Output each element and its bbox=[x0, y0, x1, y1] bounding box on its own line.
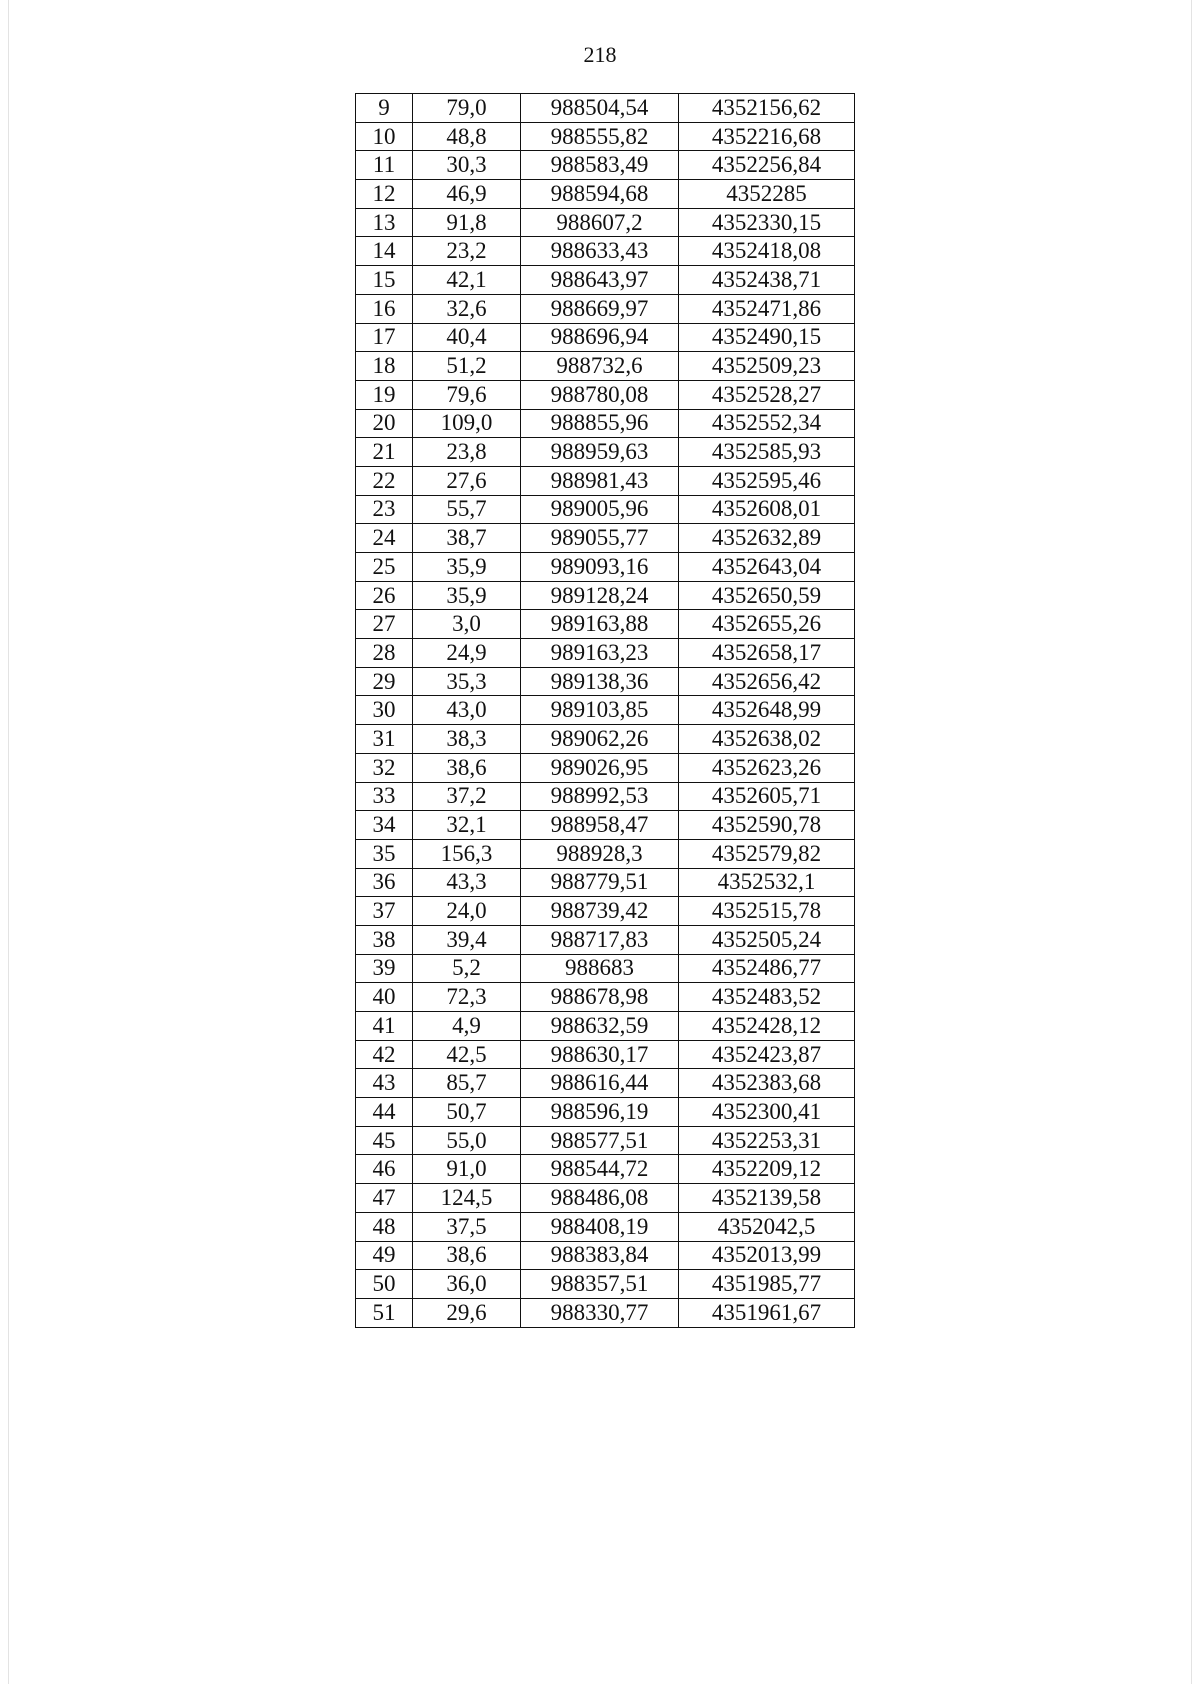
point-number-cell: 34 bbox=[356, 811, 413, 840]
table-row bbox=[356, 553, 855, 582]
point-number-cell: 20 bbox=[356, 409, 413, 438]
x-coordinate-cell: 988992,53 bbox=[521, 782, 679, 811]
table-row bbox=[356, 983, 855, 1012]
table-row bbox=[356, 581, 855, 610]
segment-length-cell: 4,9 bbox=[413, 1012, 521, 1041]
point-number-cell: 17 bbox=[356, 323, 413, 352]
segment-length-cell: 50,7 bbox=[413, 1098, 521, 1127]
table-row bbox=[356, 495, 855, 524]
table-row bbox=[356, 1012, 855, 1041]
y-coordinate-cell: 4352655,26 bbox=[679, 610, 855, 639]
y-coordinate-cell: 4352423,87 bbox=[679, 1040, 855, 1069]
y-coordinate-cell: 4352330,15 bbox=[679, 208, 855, 237]
x-coordinate-cell: 988958,47 bbox=[521, 811, 679, 840]
table-row bbox=[356, 94, 855, 123]
point-number-cell: 49 bbox=[356, 1241, 413, 1270]
segment-length-cell: 42,5 bbox=[413, 1040, 521, 1069]
y-coordinate-cell: 4352013,99 bbox=[679, 1241, 855, 1270]
segment-length-cell: 55,0 bbox=[413, 1126, 521, 1155]
segment-length-cell: 24,0 bbox=[413, 897, 521, 926]
segment-length-cell: 39,4 bbox=[413, 925, 521, 954]
point-number-cell: 18 bbox=[356, 352, 413, 381]
point-number-cell: 14 bbox=[356, 237, 413, 266]
x-coordinate-cell: 989062,26 bbox=[521, 725, 679, 754]
segment-length-cell: 32,1 bbox=[413, 811, 521, 840]
segment-length-cell: 37,2 bbox=[413, 782, 521, 811]
x-coordinate-cell: 988616,44 bbox=[521, 1069, 679, 1098]
x-coordinate-cell: 988408,19 bbox=[521, 1212, 679, 1241]
x-coordinate-cell: 988330,77 bbox=[521, 1298, 679, 1327]
table-row bbox=[356, 667, 855, 696]
y-coordinate-cell: 4352471,86 bbox=[679, 294, 855, 323]
segment-length-cell: 124,5 bbox=[413, 1184, 521, 1213]
segment-length-cell: 156,3 bbox=[413, 839, 521, 868]
x-coordinate-cell: 989163,88 bbox=[521, 610, 679, 639]
point-number-cell: 22 bbox=[356, 466, 413, 495]
table-row bbox=[356, 696, 855, 725]
point-number-cell: 31 bbox=[356, 725, 413, 754]
point-number-cell: 25 bbox=[356, 553, 413, 582]
point-number-cell: 27 bbox=[356, 610, 413, 639]
x-coordinate-cell: 988981,43 bbox=[521, 466, 679, 495]
y-coordinate-cell: 4352486,77 bbox=[679, 954, 855, 983]
point-number-cell: 35 bbox=[356, 839, 413, 868]
segment-length-cell: 38,6 bbox=[413, 753, 521, 782]
x-coordinate-cell: 988630,17 bbox=[521, 1040, 679, 1069]
point-number-cell: 23 bbox=[356, 495, 413, 524]
point-number-cell: 28 bbox=[356, 639, 413, 668]
point-number-cell: 48 bbox=[356, 1212, 413, 1241]
page-number: 218 bbox=[583, 42, 617, 67]
point-number-cell: 36 bbox=[356, 868, 413, 897]
table-row bbox=[356, 925, 855, 954]
table-row bbox=[356, 237, 855, 266]
segment-length-cell: 51,2 bbox=[413, 352, 521, 381]
segment-length-cell: 30,3 bbox=[413, 151, 521, 180]
x-coordinate-cell: 989128,24 bbox=[521, 581, 679, 610]
x-coordinate-cell: 989026,95 bbox=[521, 753, 679, 782]
point-number-cell: 50 bbox=[356, 1270, 413, 1299]
point-number-cell: 42 bbox=[356, 1040, 413, 1069]
y-coordinate-cell: 4352509,23 bbox=[679, 352, 855, 381]
y-coordinate-cell: 4352300,41 bbox=[679, 1098, 855, 1127]
table-row bbox=[356, 868, 855, 897]
table-row bbox=[356, 180, 855, 209]
y-coordinate-cell: 4352042,5 bbox=[679, 1212, 855, 1241]
table-row bbox=[356, 753, 855, 782]
x-coordinate-cell: 988594,68 bbox=[521, 180, 679, 209]
x-coordinate-cell: 988555,82 bbox=[521, 122, 679, 151]
point-number-cell: 9 bbox=[356, 94, 413, 123]
table-row bbox=[356, 1270, 855, 1299]
segment-length-cell: 79,6 bbox=[413, 380, 521, 409]
point-number-cell: 43 bbox=[356, 1069, 413, 1098]
y-coordinate-cell: 4352139,58 bbox=[679, 1184, 855, 1213]
table-row bbox=[356, 954, 855, 983]
segment-length-cell: 42,1 bbox=[413, 266, 521, 295]
point-number-cell: 40 bbox=[356, 983, 413, 1012]
table-row bbox=[356, 782, 855, 811]
segment-length-cell: 29,6 bbox=[413, 1298, 521, 1327]
table-row bbox=[356, 1184, 855, 1213]
point-number-cell: 47 bbox=[356, 1184, 413, 1213]
y-coordinate-cell: 4352585,93 bbox=[679, 438, 855, 467]
point-number-cell: 12 bbox=[356, 180, 413, 209]
y-coordinate-cell: 4351985,77 bbox=[679, 1270, 855, 1299]
y-coordinate-cell: 4352438,71 bbox=[679, 266, 855, 295]
y-coordinate-cell: 4352605,71 bbox=[679, 782, 855, 811]
table-row bbox=[356, 811, 855, 840]
table-row bbox=[356, 352, 855, 381]
y-coordinate-cell: 4352383,68 bbox=[679, 1069, 855, 1098]
coordinates-table-body bbox=[356, 94, 855, 1328]
x-coordinate-cell: 988928,3 bbox=[521, 839, 679, 868]
point-number-cell: 44 bbox=[356, 1098, 413, 1127]
table-row bbox=[356, 323, 855, 352]
coordinates-table bbox=[355, 93, 855, 1328]
segment-length-cell: 38,6 bbox=[413, 1241, 521, 1270]
table-row bbox=[356, 1069, 855, 1098]
y-coordinate-cell: 4352256,84 bbox=[679, 151, 855, 180]
y-coordinate-cell: 4352648,99 bbox=[679, 696, 855, 725]
scan-edge-left bbox=[8, 0, 9, 1684]
point-number-cell: 38 bbox=[356, 925, 413, 954]
point-number-cell: 26 bbox=[356, 581, 413, 610]
x-coordinate-cell: 988732,6 bbox=[521, 352, 679, 381]
table-row bbox=[356, 122, 855, 151]
segment-length-cell: 38,7 bbox=[413, 524, 521, 553]
x-coordinate-cell: 988357,51 bbox=[521, 1270, 679, 1299]
table-row bbox=[356, 266, 855, 295]
y-coordinate-cell: 4352650,59 bbox=[679, 581, 855, 610]
x-coordinate-cell: 988577,51 bbox=[521, 1126, 679, 1155]
x-coordinate-cell: 988643,97 bbox=[521, 266, 679, 295]
segment-length-cell: 23,8 bbox=[413, 438, 521, 467]
y-coordinate-cell: 4352505,24 bbox=[679, 925, 855, 954]
table-row bbox=[356, 438, 855, 467]
x-coordinate-cell: 988632,59 bbox=[521, 1012, 679, 1041]
x-coordinate-cell: 988504,54 bbox=[521, 94, 679, 123]
y-coordinate-cell: 4352552,34 bbox=[679, 409, 855, 438]
y-coordinate-cell: 4352285 bbox=[679, 180, 855, 209]
table-row bbox=[356, 409, 855, 438]
y-coordinate-cell: 4352590,78 bbox=[679, 811, 855, 840]
segment-length-cell: 24,9 bbox=[413, 639, 521, 668]
y-coordinate-cell: 4352643,04 bbox=[679, 553, 855, 582]
y-coordinate-cell: 4352595,46 bbox=[679, 466, 855, 495]
point-number-cell: 21 bbox=[356, 438, 413, 467]
x-coordinate-cell: 989103,85 bbox=[521, 696, 679, 725]
y-coordinate-cell: 4352528,27 bbox=[679, 380, 855, 409]
segment-length-cell: 37,5 bbox=[413, 1212, 521, 1241]
segment-length-cell: 40,4 bbox=[413, 323, 521, 352]
segment-length-cell: 35,9 bbox=[413, 553, 521, 582]
x-coordinate-cell: 988544,72 bbox=[521, 1155, 679, 1184]
point-number-cell: 37 bbox=[356, 897, 413, 926]
point-number-cell: 24 bbox=[356, 524, 413, 553]
point-number-cell: 33 bbox=[356, 782, 413, 811]
point-number-cell: 51 bbox=[356, 1298, 413, 1327]
y-coordinate-cell: 4352632,89 bbox=[679, 524, 855, 553]
point-number-cell: 29 bbox=[356, 667, 413, 696]
segment-length-cell: 91,0 bbox=[413, 1155, 521, 1184]
y-coordinate-cell: 4352658,17 bbox=[679, 639, 855, 668]
segment-length-cell: 55,7 bbox=[413, 495, 521, 524]
segment-length-cell: 72,3 bbox=[413, 983, 521, 1012]
y-coordinate-cell: 4352428,12 bbox=[679, 1012, 855, 1041]
segment-length-cell: 3,0 bbox=[413, 610, 521, 639]
table-row bbox=[356, 1212, 855, 1241]
point-number-cell: 45 bbox=[356, 1126, 413, 1155]
segment-length-cell: 43,3 bbox=[413, 868, 521, 897]
table-row bbox=[356, 524, 855, 553]
x-coordinate-cell: 988669,97 bbox=[521, 294, 679, 323]
x-coordinate-cell: 988739,42 bbox=[521, 897, 679, 926]
x-coordinate-cell: 988607,2 bbox=[521, 208, 679, 237]
point-number-cell: 15 bbox=[356, 266, 413, 295]
point-number-cell: 39 bbox=[356, 954, 413, 983]
x-coordinate-cell: 988486,08 bbox=[521, 1184, 679, 1213]
segment-length-cell: 32,6 bbox=[413, 294, 521, 323]
point-number-cell: 16 bbox=[356, 294, 413, 323]
x-coordinate-cell: 988696,94 bbox=[521, 323, 679, 352]
segment-length-cell: 46,9 bbox=[413, 180, 521, 209]
y-coordinate-cell: 4352579,82 bbox=[679, 839, 855, 868]
x-coordinate-cell: 988780,08 bbox=[521, 380, 679, 409]
segment-length-cell: 35,9 bbox=[413, 581, 521, 610]
y-coordinate-cell: 4352490,15 bbox=[679, 323, 855, 352]
point-number-cell: 46 bbox=[356, 1155, 413, 1184]
y-coordinate-cell: 4351961,67 bbox=[679, 1298, 855, 1327]
x-coordinate-cell: 988717,83 bbox=[521, 925, 679, 954]
x-coordinate-cell: 988779,51 bbox=[521, 868, 679, 897]
scan-edge-right bbox=[1191, 0, 1192, 1684]
x-coordinate-cell: 988959,63 bbox=[521, 438, 679, 467]
point-number-cell: 11 bbox=[356, 151, 413, 180]
x-coordinate-cell: 989005,96 bbox=[521, 495, 679, 524]
x-coordinate-cell: 988683 bbox=[521, 954, 679, 983]
y-coordinate-cell: 4352638,02 bbox=[679, 725, 855, 754]
table-row bbox=[356, 1155, 855, 1184]
point-number-cell: 10 bbox=[356, 122, 413, 151]
y-coordinate-cell: 4352483,52 bbox=[679, 983, 855, 1012]
y-coordinate-cell: 4352515,78 bbox=[679, 897, 855, 926]
segment-length-cell: 38,3 bbox=[413, 725, 521, 754]
point-number-cell: 41 bbox=[356, 1012, 413, 1041]
point-number-cell: 13 bbox=[356, 208, 413, 237]
x-coordinate-cell: 988855,96 bbox=[521, 409, 679, 438]
segment-length-cell: 79,0 bbox=[413, 94, 521, 123]
y-coordinate-cell: 4352209,12 bbox=[679, 1155, 855, 1184]
table-row bbox=[356, 294, 855, 323]
segment-length-cell: 23,2 bbox=[413, 237, 521, 266]
point-number-cell: 32 bbox=[356, 753, 413, 782]
segment-length-cell: 85,7 bbox=[413, 1069, 521, 1098]
x-coordinate-cell: 989163,23 bbox=[521, 639, 679, 668]
x-coordinate-cell: 988633,43 bbox=[521, 237, 679, 266]
y-coordinate-cell: 4352156,62 bbox=[679, 94, 855, 123]
segment-length-cell: 48,8 bbox=[413, 122, 521, 151]
y-coordinate-cell: 4352623,26 bbox=[679, 753, 855, 782]
y-coordinate-cell: 4352532,1 bbox=[679, 868, 855, 897]
y-coordinate-cell: 4352216,68 bbox=[679, 122, 855, 151]
table-row bbox=[356, 208, 855, 237]
y-coordinate-cell: 4352608,01 bbox=[679, 495, 855, 524]
segment-length-cell: 109,0 bbox=[413, 409, 521, 438]
x-coordinate-cell: 989138,36 bbox=[521, 667, 679, 696]
table-row bbox=[356, 466, 855, 495]
segment-length-cell: 27,6 bbox=[413, 466, 521, 495]
table-row bbox=[356, 897, 855, 926]
x-coordinate-cell: 989093,16 bbox=[521, 553, 679, 582]
segment-length-cell: 35,3 bbox=[413, 667, 521, 696]
table-row bbox=[356, 1098, 855, 1127]
table-row bbox=[356, 1126, 855, 1155]
table-row bbox=[356, 1040, 855, 1069]
segment-length-cell: 91,8 bbox=[413, 208, 521, 237]
point-number-cell: 30 bbox=[356, 696, 413, 725]
table-row bbox=[356, 151, 855, 180]
x-coordinate-cell: 988583,49 bbox=[521, 151, 679, 180]
x-coordinate-cell: 988383,84 bbox=[521, 1241, 679, 1270]
y-coordinate-cell: 4352418,08 bbox=[679, 237, 855, 266]
segment-length-cell: 5,2 bbox=[413, 954, 521, 983]
point-number-cell: 19 bbox=[356, 380, 413, 409]
table-row bbox=[356, 610, 855, 639]
y-coordinate-cell: 4352656,42 bbox=[679, 667, 855, 696]
x-coordinate-cell: 988596,19 bbox=[521, 1098, 679, 1127]
table-row bbox=[356, 380, 855, 409]
table-row bbox=[356, 1241, 855, 1270]
table-row bbox=[356, 839, 855, 868]
y-coordinate-cell: 4352253,31 bbox=[679, 1126, 855, 1155]
x-coordinate-cell: 989055,77 bbox=[521, 524, 679, 553]
x-coordinate-cell: 988678,98 bbox=[521, 983, 679, 1012]
table-row bbox=[356, 639, 855, 668]
table-row bbox=[356, 725, 855, 754]
segment-length-cell: 43,0 bbox=[413, 696, 521, 725]
table-row bbox=[356, 1298, 855, 1327]
segment-length-cell: 36,0 bbox=[413, 1270, 521, 1299]
